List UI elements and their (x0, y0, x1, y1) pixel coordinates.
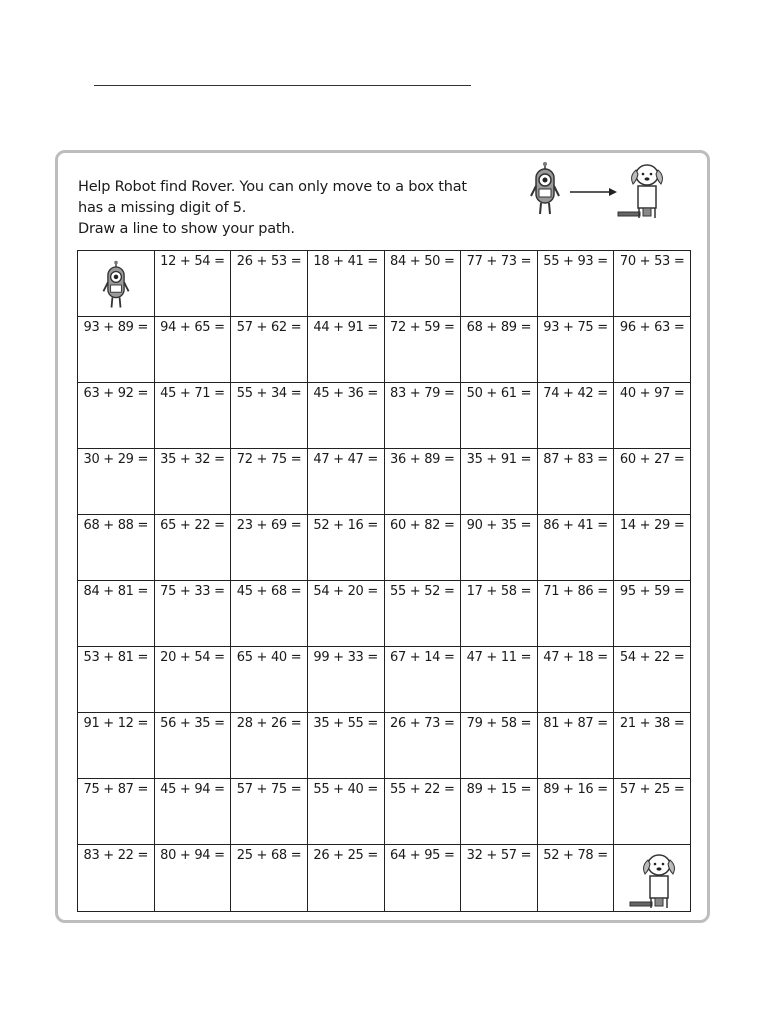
grid-cell[interactable]: 50 + 61 = (461, 383, 538, 449)
grid-cell[interactable]: 83 + 22 = (78, 845, 155, 912)
grid-cell[interactable]: 45 + 94 = (154, 779, 231, 845)
grid-cell[interactable]: 36 + 89 = (384, 449, 461, 515)
start-cell[interactable] (78, 251, 155, 317)
grid-cell[interactable]: 68 + 88 = (78, 515, 155, 581)
grid-cell[interactable]: 26 + 73 = (384, 713, 461, 779)
grid-cell[interactable]: 55 + 52 = (384, 581, 461, 647)
grid-row (78, 713, 691, 779)
grid-cell[interactable]: 91 + 12 = (78, 713, 155, 779)
grid-cell[interactable]: 35 + 91 = (461, 449, 538, 515)
grid-cell[interactable]: 74 + 42 = (537, 383, 614, 449)
grid-row (78, 581, 691, 647)
grid-cell[interactable]: 57 + 25 = (614, 779, 691, 845)
grid-cell[interactable]: 35 + 55 = (307, 713, 384, 779)
grid-cell[interactable]: 54 + 20 = (307, 581, 384, 647)
robot-to-dog-illustration (525, 160, 675, 230)
maze-grid (77, 250, 691, 912)
grid-cell[interactable]: 75 + 33 = (154, 581, 231, 647)
grid-cell[interactable]: 72 + 75 = (231, 449, 308, 515)
grid-cell[interactable]: 89 + 15 = (461, 779, 538, 845)
grid-cell[interactable]: 26 + 53 = (231, 251, 308, 317)
robot-icon (531, 162, 559, 214)
grid-cell[interactable]: 52 + 78 = (537, 845, 614, 912)
grid-row (78, 779, 691, 845)
grid-cell[interactable]: 87 + 83 = (537, 449, 614, 515)
grid-cell[interactable]: 47 + 47 = (307, 449, 384, 515)
grid-cell[interactable]: 47 + 11 = (461, 647, 538, 713)
grid-cell[interactable]: 72 + 59 = (384, 317, 461, 383)
grid-cell[interactable]: 55 + 34 = (231, 383, 308, 449)
grid-cell[interactable]: 35 + 32 = (154, 449, 231, 515)
grid-cell[interactable]: 89 + 16 = (537, 779, 614, 845)
grid-cell[interactable]: 83 + 79 = (384, 383, 461, 449)
grid-cell[interactable]: 45 + 71 = (154, 383, 231, 449)
grid-cell[interactable]: 84 + 81 = (78, 581, 155, 647)
grid-cell[interactable]: 30 + 29 = (78, 449, 155, 515)
robot-icon (98, 256, 134, 314)
grid-cell[interactable]: 93 + 89 = (78, 317, 155, 383)
grid-cell[interactable]: 65 + 40 = (231, 647, 308, 713)
grid-cell[interactable]: 64 + 95 = (384, 845, 461, 912)
grid-cell[interactable]: 65 + 22 = (154, 515, 231, 581)
grid-cell[interactable]: 12 + 54 = (154, 251, 231, 317)
grid-cell[interactable]: 99 + 33 = (307, 647, 384, 713)
grid-cell[interactable]: 53 + 81 = (78, 647, 155, 713)
grid-cell[interactable]: 81 + 87 = (537, 713, 614, 779)
grid-row (78, 383, 691, 449)
grid-row (78, 515, 691, 581)
instruction-line: Help Robot find Rover. You can only move to a box that (78, 179, 467, 195)
grid-cell[interactable]: 57 + 75 = (231, 779, 308, 845)
grid-cell[interactable]: 93 + 75 = (537, 317, 614, 383)
grid-cell[interactable]: 56 + 35 = (154, 713, 231, 779)
instructions (78, 177, 498, 240)
grid-cell[interactable]: 71 + 86 = (537, 581, 614, 647)
grid-cell[interactable]: 44 + 91 = (307, 317, 384, 383)
grid-row (78, 845, 691, 912)
grid-cell[interactable]: 25 + 68 = (231, 845, 308, 912)
grid-row (78, 449, 691, 515)
grid-row (78, 647, 691, 713)
grid-cell[interactable]: 32 + 57 = (461, 845, 538, 912)
grid-cell[interactable]: 17 + 58 = (461, 581, 538, 647)
grid-cell[interactable]: 67 + 14 = (384, 647, 461, 713)
grid-cell[interactable]: 23 + 69 = (231, 515, 308, 581)
name-line[interactable] (94, 85, 471, 86)
grid-cell[interactable]: 45 + 68 = (231, 581, 308, 647)
grid-cell[interactable]: 14 + 29 = (614, 515, 691, 581)
grid-cell[interactable]: 90 + 35 = (461, 515, 538, 581)
grid-cell[interactable]: 55 + 22 = (384, 779, 461, 845)
grid-cell[interactable]: 45 + 36 = (307, 383, 384, 449)
dog-icon (618, 165, 662, 218)
instruction-line: Draw a line to show your path. (78, 221, 295, 237)
grid-cell[interactable]: 55 + 40 = (307, 779, 384, 845)
grid-cell[interactable]: 54 + 22 = (614, 647, 691, 713)
grid-cell[interactable]: 20 + 54 = (154, 647, 231, 713)
grid-cell[interactable]: 60 + 82 = (384, 515, 461, 581)
grid-cell[interactable]: 94 + 65 = (154, 317, 231, 383)
grid-cell[interactable]: 68 + 89 = (461, 317, 538, 383)
grid-cell[interactable]: 60 + 27 = (614, 449, 691, 515)
grid-cell[interactable]: 26 + 25 = (307, 845, 384, 912)
grid-row (78, 251, 691, 317)
arrow-icon (570, 188, 617, 196)
grid-cell[interactable]: 70 + 53 = (614, 251, 691, 317)
dog-icon (625, 850, 679, 910)
grid-cell[interactable]: 84 + 50 = (384, 251, 461, 317)
grid-cell[interactable]: 21 + 38 = (614, 713, 691, 779)
grid-cell[interactable]: 55 + 93 = (537, 251, 614, 317)
grid-cell[interactable]: 79 + 58 = (461, 713, 538, 779)
grid-cell[interactable]: 52 + 16 = (307, 515, 384, 581)
grid-cell[interactable]: 40 + 97 = (614, 383, 691, 449)
grid-cell[interactable]: 47 + 18 = (537, 647, 614, 713)
grid-cell[interactable]: 86 + 41 = (537, 515, 614, 581)
grid-cell[interactable]: 57 + 62 = (231, 317, 308, 383)
grid-cell[interactable]: 28 + 26 = (231, 713, 308, 779)
end-cell[interactable] (614, 845, 691, 912)
grid-row (78, 317, 691, 383)
grid-cell[interactable]: 96 + 63 = (614, 317, 691, 383)
grid-cell[interactable]: 95 + 59 = (614, 581, 691, 647)
grid-cell[interactable]: 77 + 73 = (461, 251, 538, 317)
instruction-line: has a missing digit of 5. (78, 200, 247, 216)
grid-cell[interactable]: 63 + 92 = (78, 383, 155, 449)
grid-cell[interactable]: 80 + 94 = (154, 845, 231, 912)
grid-cell[interactable]: 18 + 41 = (307, 251, 384, 317)
grid-cell[interactable]: 75 + 87 = (78, 779, 155, 845)
